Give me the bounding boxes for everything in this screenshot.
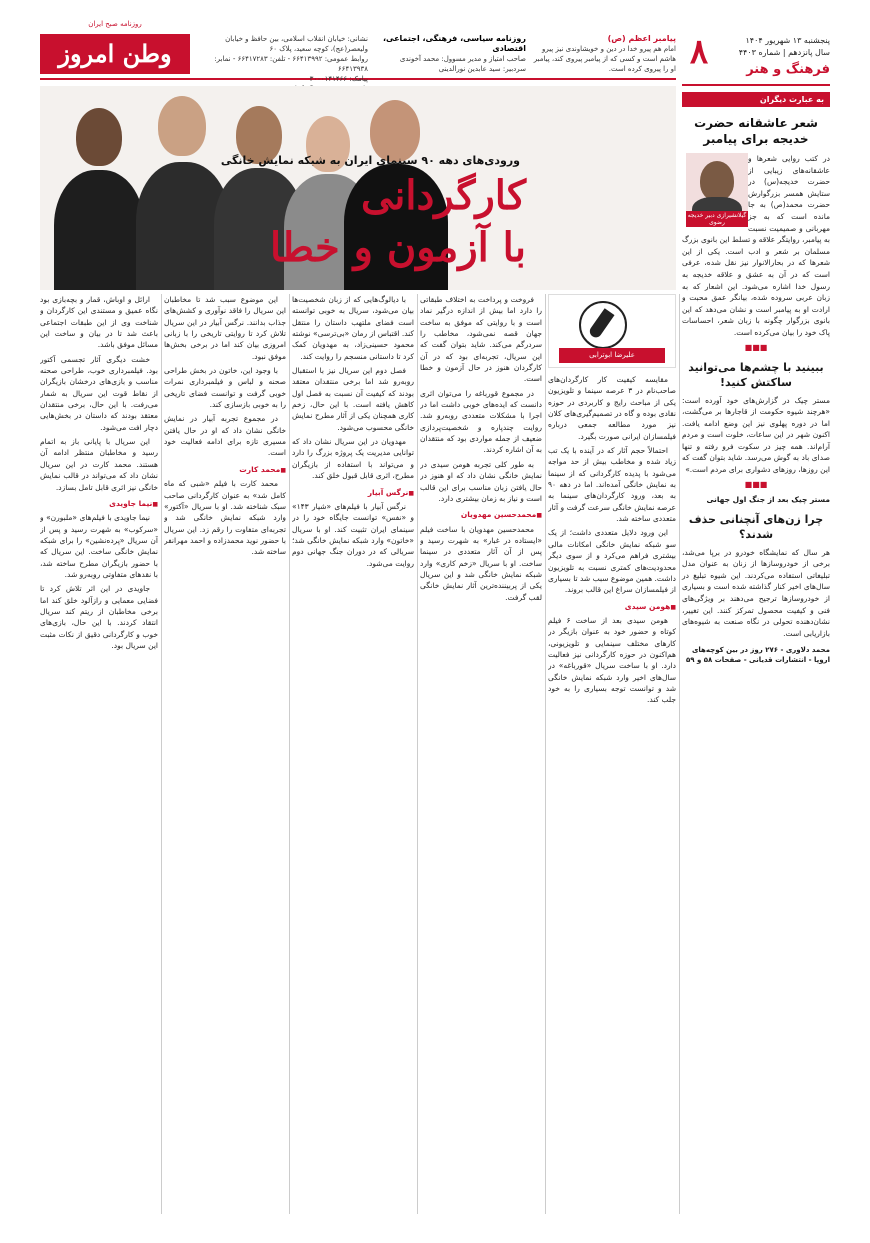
body-icon	[54, 170, 144, 290]
rail-article1-title[interactable]: شعر عاشقانه حضرت خدیجه برای پیامبر	[694, 116, 818, 146]
article-column-5	[40, 294, 158, 1220]
hero-title-line-1[interactable]: کارگردانی	[360, 172, 526, 219]
head-icon	[76, 108, 122, 166]
author-name: گیلانشیرازی دبیر خدیجه رضوی	[687, 212, 747, 226]
rail-article2-title[interactable]: ببینید با چشم‌ها می‌توانید ساکتش کنید!	[688, 360, 824, 389]
paragraph: فصل دوم این سریال نیز با استقبال روبه‌رو شد اما برخی منتقدان معتقد بودند که کیفیت آن نسبت به فصل اول کاهش یافته است. با این حال، زخم کاری همچنان یکی از آثار مطرح نمایش خانگی محسوب می‌شود.	[292, 366, 414, 432]
paragraph: مقایسه کیفیت کار کارگردان‌های صاحب‌نام در ۳ عرصه سینما و تلویزیون یکی از مباحث رایج و کاربردی در حوزه نقادی بوده و گاه در تصمیم‌گیری‌های کلان نیز مورد مطالعه جمعی درباره فیلمسازان ایرانی صورت بگیرد.	[548, 375, 676, 441]
rail-article1-text: در کتب روایی شعرها و عاشقانه‌های زیبایی از حضرت خدیجه(س) در ستایش همسر بزرگوارش حضرت محمد(ص) به جا مانده است که به جز مهربانی و صمیمیت نسبت به پیامبر، روایتگر علاقه و تسلط این بانوی بزرگ مسلمان بر شعر و ادب است. یکی از این شعرها که در بحارالانوار نیز نقل شده، عرفی است که در آن به عشق و علاقه خدیجه به رسول خدا اشاره می‌شود. این اشعار که به زبان عربی سروده شده، بیانگر عمق محبت و ارادت او به پیامبر است و نشان می‌دهد که این بانوی بزرگوار چگونه با زبان شعر، احساسات پاک خود را بیان می‌کرده است.	[682, 154, 830, 337]
date-box	[682, 30, 830, 86]
prophet-quote-box	[532, 34, 676, 74]
subhead: ■ محمدحسین مهدویان	[420, 509, 542, 521]
paragraph: جاویدی در این اثر تلاش کرد تا فضایی معمایی و رازآلود خلق کند اما برخی مخاطبان از ریتم کند سریال انتقاد کردند. با این حال، بازی‌های خوب و کارگردانی دقیق از نکات مثبت این سریال بود.	[40, 584, 158, 650]
head-icon	[158, 96, 206, 156]
address: نشانی: خیابان انقلاب اسلامی، بین حافظ و خیابان ولیعصر(عج)، کوچه سعید، پلاک ۶۰	[225, 35, 368, 53]
author-face-icon	[700, 161, 734, 201]
rail-band: به عبارت دیگران	[682, 92, 830, 107]
paragraph: نرگس آبیار با فیلم‌های «شیار ۱۴۳» و «نفس» توانست جایگاه خود را در سینمای ایران تثبیت کند. او با سریال «خاتون» وارد شبکه نمایش خانگی شد؛ سریالی که در دوران جنگ جهانی دوم روایت می‌شود.	[292, 501, 414, 568]
column-rule	[545, 294, 546, 1214]
rail-article3-text: هر سال که نمایشگاه خودرو در برپا می‌شد، برخی از خودروسازها از زنان به عنوان مدل تبلیغاتی استفاده می‌کردند. این شیوه تبلیغ در سال‌های اخیر کنار گذاشته شده است و بسیاری از خودروسازها ترجیح می‌دهند بر ویژگی‌های فنی و کیفیت محصول تمرکز کنند. این تغییر، نشان‌دهنده تحولی در نگاه صنعت به شیوه‌های بازاریابی است.	[682, 547, 830, 638]
paragraph: مهدویان در این سریال نشان داد که توانایی مدیریت یک پروژه بزرگ را دارد و می‌تواند با استفاده از بازیگران مطرح، اثری قابل قبول خلق کند.	[292, 437, 414, 481]
paragraph: با وجود این، خاتون در بخش طراحی صحنه و لباس و فیلمبرداری نمرات خوبی گرفت و توانست فضای تاریخی را به خوبی بازسازی کند.	[164, 366, 286, 410]
hero-title-line-2[interactable]: با آزمون و خطا	[269, 224, 526, 271]
paragraph: در مجموع قورباغه را می‌توان اثری دانست که ایده‌های خوبی داشت اما در اجرا با مشکلات متعددی روبه‌رو شد. روایت چندپاره و شخصیت‌پردازی ضعیف از جمله مواردی بود که منتقدان به آن اشاره کردند.	[420, 388, 542, 455]
byline-author: علیرضا ابوترابی	[559, 348, 665, 363]
subhead: ■ نرگس آبیار	[292, 487, 414, 499]
column-rule	[289, 294, 290, 1214]
rail-article3-title[interactable]: چرا زن‌های آنچنانی حذف شدند؟	[688, 512, 824, 541]
column-rule	[161, 294, 162, 1214]
phone: روابط عمومی: ۶۶۴۱۳۹۹۲ - تلفن: ۶۶۴۱۷۲۸۳ - نمابر: ۶۶۴۱۳۹۳۸	[214, 55, 368, 73]
right-rail	[682, 30, 830, 1220]
subhead: ■ نیما جاویدی	[40, 498, 158, 510]
paragraph: هومن سیدی بعد از ساخت ۶ فیلم کوتاه و حضور خود به عنوان بازیگر در کارهای مختلف سینمایی و تلویزیونی، هم‌اکنون در حوزه کارگردانی نیز فعالیت دارد. او با ساخت سریال «قورباغه» در سال‌های اخیر وارد شبکه نمایش خانگی شد و توانست توجه بسیاری را به خود جلب کند.	[548, 615, 676, 705]
prophet-title: پیامبر اعظم (ص)	[607, 34, 676, 43]
paragraph: این ورود دلایل متعددی داشت؛ از یک سو شبکه نمایش خانگی امکانات مالی بیشتری فراهم می‌کرد و از سوی دیگر محدودیت‌های کمتری نسبت به تلویزیون داشت. همین موضوع سبب شد تا بسیاری از فیلمسازان سراغ این قالب بروند.	[548, 528, 676, 595]
paragraph: این موضوع سبب شد تا مخاطبان این سریال را فاقد نوآوری و کشش‌های جذاب بدانند. نرگس آبیار در این سریال تلاش کرد تا روایتی تاریخی را با زبانی امروزی بیان کند اما در برخی بخش‌ها موفق نبود.	[164, 295, 286, 361]
paragraph: فروخت و پرداخت به اختلاف طبقاتی را دارد اما بیش از اندازه درگیر نماد است و با روایتی که موفق به ساخت جهان قصه نمی‌شود، مخاطب را سردرگم می‌کند. شاید بتوان گفت که این سریال، تجربه‌ای بود که در آن کارگردان هنوز در حال آزمون و خطا است.	[420, 295, 542, 384]
logo-subtitle: روزنامه صبح ایران	[88, 20, 142, 28]
pen-icon	[579, 301, 627, 349]
column-rule	[679, 294, 680, 1214]
page-number: ۸	[689, 32, 709, 72]
paragraph: این سریال با پایانی باز به اتمام رسید و مخاطبان منتظر ادامه آن هستند. محمد کارت در این سریال نشان داد که می‌تواند در قالب نمایش خانگی نیز اثری قابل تامل بسازد.	[40, 437, 158, 492]
paragraph: خشت دیگری آثار تجسمی آکتور بود. فیلمبرداری خوب، طراحی صحنه مناسب و بازی‌های درخشان بازیگران از نقاط قوت این سریال به شمار می‌رفت. با این حال، برخی منتقدان معتقد بودند که داستان در بخش‌هایی دچار افت می‌شود.	[40, 354, 158, 432]
owner: صاحب امتیاز و مدیر مسوول: محمد آخوندی	[399, 55, 526, 63]
newspaper-logo[interactable]: وطن امروز	[40, 34, 190, 74]
article-column-4	[164, 294, 286, 1220]
section-title: فرهنگ و هنر	[746, 62, 830, 77]
article-column-1	[548, 294, 676, 1220]
issue-date: پنجشنبه ۱۳ شهریور ۱۴۰۴	[745, 36, 830, 45]
separator-dots: ■■■	[744, 342, 768, 352]
hero-banner	[40, 86, 676, 290]
rail-footnote: محمد دلاوری - ۲۷۶ روز در بین کوچه‌های اروپا - انتشارات قدیانی - صفحات ۵۸ و ۵۹	[685, 646, 830, 665]
subhead: ■ محمد کارت	[164, 464, 286, 476]
masthead	[40, 20, 676, 83]
paragraph: در مجموع تجربه آبیار در نمایش خانگی نشان داد که او در حال یافتن مسیری تازه برای ادامه فعالیت خود است.	[164, 414, 286, 458]
article-column-2	[420, 294, 542, 1220]
issue-number: سال پانزدهم | شماره ۴۴۰۳	[738, 48, 830, 57]
paragraph: با دیالوگ‌هایی که از زبان شخصیت‌ها بیان می‌شود، سریال به خوبی توانسته است فضای ملتهب داستان را منتقل کند. اقتباس از رمان «بی‌ترسی» نوشته محمود حسینی‌زاد، به مهدویان کمک کرد تا داستانی منسجم را روایت کند.	[292, 295, 414, 361]
separator-dots: ■■■	[744, 479, 768, 489]
paragraph: نیما جاویدی با فیلم‌های «ملبورن» و «سرکوب» به شهرت رسید و پس از آن سریال «پرده‌نشین» را برای شبکه نمایش خانگی ساخت. این سریال که با حضور بازیگران مطرح ساخته شد، با نقدهای متفاوتی روبه‌رو شد.	[40, 513, 158, 579]
paragraph: ارائل و اوباش، قمار و بچه‌بازی بود نگاه عمیق و مستندی این کارگردان و شناخت وی از این طبقات اجتماعی باعث شد تا در بیان و ساخت این مسائل موفق باشد.	[40, 295, 158, 350]
paragraph: محمد کارت با فیلم «شبی که ماه کامل شد» به عنوان کارگردانی صاحب سبک شناخته شد. او با سریال «آکتور» وارد شبکه نمایش خانگی شد و تجربه‌ای متفاوت را رقم زد. این سریال با حضور نوید محمدزاده و احمد مهرانفر ساخته شد.	[164, 479, 286, 557]
article-column-3	[292, 294, 414, 1220]
paragraph: به طور کلی تجربه هومن سیدی در نمایش خانگی نشان داد که او هنوز در حال یافتن زبان مناسب برای این قالب است و نیاز به زمان بیشتری دارد.	[420, 459, 542, 503]
publisher-info	[376, 34, 526, 74]
subhead: ■ هومن سیدی	[548, 601, 676, 613]
column-rule	[417, 294, 418, 1214]
sms: پیامک: ۳۰۰۰۱۴۱۴۶۶	[309, 75, 368, 83]
editor: سردبیر: سید عابدین نورالدینی	[438, 65, 526, 73]
paragraph: محمدحسین مهدویان با ساخت فیلم «ایستاده در غبار» به شهرت رسید و پس از آن آثار متعددی در سینما ساخت. او با سریال «زخم کاری» وارد شبکه نمایش خانگی شد و این سریال یکی از پربیننده‌ترین آثار نمایش خانگی لقب گرفت.	[420, 524, 542, 602]
paper-type: روزنامه سیاسی، فرهنگی، اجتماعی، اقتصادی	[382, 34, 526, 53]
hero-kicker: ورودی‌های دهه ۹۰ سینمای ایران به شبکه نمایش خانگی	[220, 154, 520, 167]
prophet-quote: امام هم پیرو خدا در دین و خویشاوندی نیز پیرو هاشم است و کسی که از پیامبر پیروی کند، پیامبر او را پیروی کرده است.	[533, 45, 676, 73]
rail-article3-kicker: مستر چیک بعد از جنگ اول جهانی	[706, 494, 830, 504]
paragraph: احتمالاً حجم آثار که در آینده با یک تب زیاد شده و مخاطب بیش از حد مواجه می‌شود با پدیده کارگردانی که از سینما به نمایش خانگی آمده‌اند. اما در دهه ۹۰ به بعد، ورود کارگردان‌های سینما به عرصه نمایش خانگی سرعت گرفت و آثار متعددی ساخته شد.	[548, 446, 676, 524]
rail-article2-text: مستر چیک در گزارش‌های خود آورده است: «هرچند شیوه حکومت از قاجارها بر می‌گشت، اما در دوره پهلوی نیز این وضع ادامه یافت. اکنون شهر در این ساعات، خلوت است و مردم آرام‌اند. همه چیز در سکوت فرو رفته و تنها صدای باد به گوش می‌رسد. شاید بتوان گفت که این روزها، روزهای دشواری برای مردم است.»	[682, 395, 830, 475]
author-photo	[686, 153, 748, 227]
byline-box	[548, 294, 676, 368]
head-icon	[370, 100, 420, 162]
